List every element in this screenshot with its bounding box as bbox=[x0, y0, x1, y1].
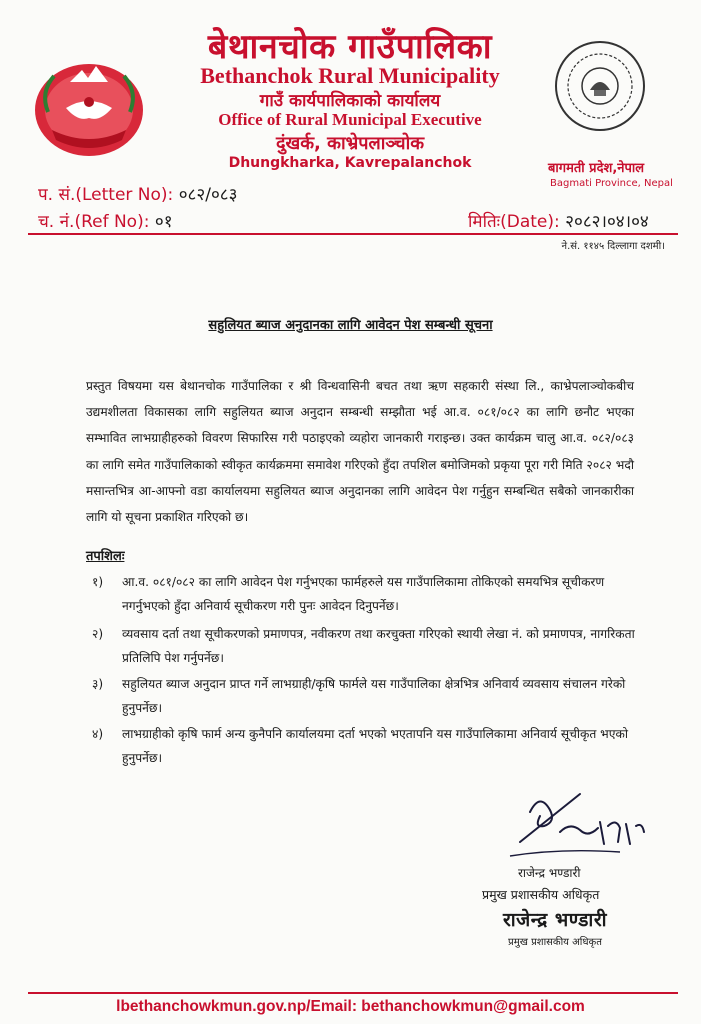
footer-contact[interactable]: lbethanchowkmun.gov.np/Email: bethanchowkmun@gmail.com bbox=[116, 998, 585, 1015]
item-number: २) bbox=[92, 627, 104, 641]
stamp-post: प्रमुख प्रशासकीय अधिकृत bbox=[508, 937, 602, 948]
letter-date bbox=[468, 209, 649, 232]
letter-number bbox=[38, 182, 237, 205]
item-number: १) bbox=[92, 575, 104, 589]
item-text: व्यवसाय दर्ता तथा सूचीकरणको प्रमाणपत्र, नवीकरण तथा करचुक्ता गरिएको स्थायी लेखा नं. को प्रमाणपत्र, नागरिकता प्रतिलिपि पेश गर्नुपर्नेछ। bbox=[122, 627, 635, 665]
nepal-sambat-date: ने.सं. ११४५ दिल्लागा दशमी। bbox=[561, 241, 665, 252]
header-divider bbox=[28, 233, 678, 235]
province-en: Bagmati Province, Nepal bbox=[550, 178, 673, 189]
place-ne: दुंखर्क, काभ्रेपलाञ्चोक bbox=[275, 133, 425, 154]
municipality-name-en: Bethanchok Rural Municipality bbox=[200, 63, 500, 88]
stamp-name: राजेन्द्र भण्डारी bbox=[502, 909, 608, 931]
ref-number-value: ०१ bbox=[154, 212, 173, 232]
notice-body: प्रस्तुत विषयमा यस बेथानचोक गाउँपालिका र श्री विन्धवासिनी बचत तथा ऋण सहकारी संस्था लि., काभ्रेपलाञ्चोकबीच उद्यमशीलता विकासका लागि सहुलियत ब्याज अनुदान सम्बन्धी सम्झौता भई आ.व. ०८१/०८२ का लागि छनौट भएका सम्भावित लाभग्राहीहरुको विवरण सिफारिस गरी पठाइएको व्यहोरा जानकारी गराइन्छ। उक्त कार्यक्रम चालु आ.व. ०८२/०८३ का लागि समेत गाउँपालिकाको स्वीकृत कार्यक्रममा समावेश गरिएको हुँदा तपशिल बमोजिमको प्रकृया पूरा गरी मिति २०८२ भदौ मसान्तभित्र आ-आफ्नो वडा कार्यालयमा सहुलियत ब्याज अनुदानका लागि आवेदन पेश गर्नुहुन सम्बन्धित सबैको जानकारीका लागि यो सूचना प्रकाशित गरिएको छ। bbox=[86, 379, 634, 525]
ref-number-label: च. नं.(Ref No): bbox=[38, 212, 150, 232]
subject-text: सहुलियत ब्याज अनुदानका लागि आवेदन पेश सम्बन्धी सूचना bbox=[208, 318, 493, 333]
item-text: लाभग्राहीको कृषि फार्म अन्य कुनैपनि कार्यालयमा दर्ता भएको भएतापनि यस गाउँपालिकामा अनिवार्य सूचीकृत भएको हुनुपर्नेछ। bbox=[122, 727, 629, 765]
nepal-emblem-icon bbox=[30, 52, 148, 160]
signatory-post: प्रमुख प्रशासकीय अधिकृत bbox=[482, 887, 600, 902]
office-name-en: Office of Rural Municipal Executive bbox=[218, 110, 482, 129]
municipality-seal-icon bbox=[552, 38, 648, 134]
letter-number-label: प. सं.(Letter No): bbox=[38, 185, 174, 205]
name-stamp bbox=[490, 906, 620, 948]
letter-number-value: ०८२/०८३ bbox=[178, 185, 238, 205]
footer-divider bbox=[28, 992, 678, 994]
ref-number bbox=[38, 209, 173, 232]
details-heading: तपशिलः bbox=[86, 549, 125, 564]
municipality-name-ne: बेथानचोक गाउँपालिका bbox=[207, 27, 493, 67]
date-value: २०८२।०४।०४ bbox=[565, 212, 649, 232]
item-text: सहुलियत ब्याज अनुदान प्राप्त गर्ने लाभग्राही/कृषि फार्मले यस गाउँपालिका क्षेत्रभित्र अनिवार्य व्यवसाय संचालन गरेको हुनुपर्नेछ। bbox=[122, 677, 626, 715]
date-label: मितिः(Date): bbox=[468, 212, 560, 232]
item-number: ४) bbox=[92, 727, 104, 741]
item-text: आ.व. ०८१/०८२ का लागि आवेदन पेश गर्नुभएका फार्महरुले यस गाउँपालिकामा तोकिएको समयभित्र सूचीकरण नगर्नुभएको हुँदा अनिवार्य सूचीकरण गरी पुनः आवेदन दिनुपर्नेछ। bbox=[122, 575, 605, 613]
office-name-ne: गाउँ कार्यपालिकाको कार्यालय bbox=[259, 91, 441, 111]
item-number: ३) bbox=[92, 677, 104, 691]
signatory-name: राजेन्द्र भण्डारी bbox=[518, 866, 581, 880]
place-en: Dhungkharka, Kavrepalanchok bbox=[228, 155, 472, 171]
handwritten-signature bbox=[500, 782, 650, 862]
notice-subject bbox=[0, 315, 701, 333]
province-ne: बागमती प्रदेश,नेपाल bbox=[548, 161, 645, 176]
